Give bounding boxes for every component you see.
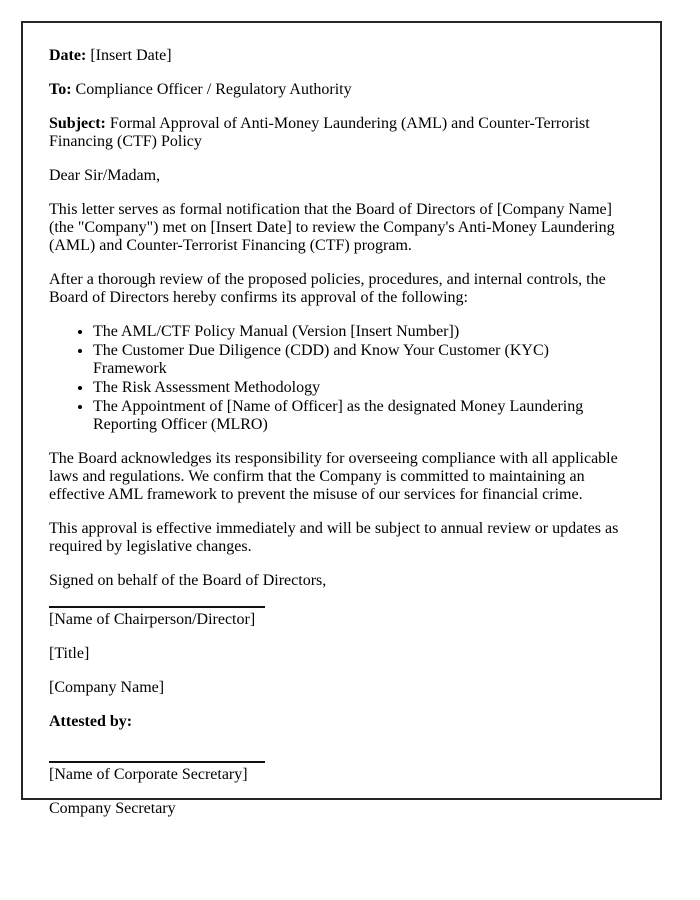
- approval-item: • The Risk Assessment Methodology: [93, 379, 624, 397]
- signature-line: [49, 606, 265, 608]
- to-label: To:: [49, 81, 72, 98]
- approval-item: • The Appointment of [Name of Officer] as the designated Money Laundering Reporting Officer (MLRO): [93, 398, 624, 434]
- attestor-title: Company Secretary: [49, 800, 176, 817]
- letter-page: [21, 21, 662, 817]
- subject-label: Subject:: [49, 115, 106, 132]
- subject-value: Formal Approval of Anti-Money Laundering (AML) and Counter-Terrorist Financing (CTF) Policy: [49, 115, 590, 150]
- salutation: Dear Sir/Madam,: [49, 167, 161, 184]
- attestation-block: [49, 761, 624, 818]
- attestation-signature-line: [49, 761, 265, 763]
- to-line: [49, 81, 624, 99]
- approval-item: • The AML/CTF Policy Manual (Version [Insert Number]): [93, 323, 624, 341]
- to-value: Compliance Officer / Regulatory Authority: [75, 81, 352, 98]
- date-label: Date:: [49, 47, 87, 64]
- subject-line: [49, 115, 624, 151]
- date-value: [Insert Date]: [90, 47, 172, 64]
- signatory-title: [Title]: [49, 645, 90, 662]
- paragraph-intro: This letter serves as formal notification that the Board of Directors of [Company Name] (the "Company") met on [Insert Date] to review the Company's Anti-Money Laundering (AML) and Counter-Terrorist Financing (CTF) program.: [49, 201, 615, 254]
- paragraph-effective: This approval is effective immediately and will be subject to annual review or updates as required by legislative changes.: [49, 520, 619, 555]
- signatory-company: [Company Name]: [49, 679, 165, 696]
- signatory-name: [Name of Chairperson/Director]: [49, 611, 256, 628]
- paragraph-responsibility: The Board acknowledges its responsibility for overseeing compliance with all applicable laws and regulations. We confirm that the Company is committed to maintaining an effective AML framework to prevent the misuse of our services for financial crime.: [49, 450, 618, 503]
- attested-label: Attested by:: [49, 713, 133, 730]
- paragraph-review: After a thorough review of the proposed policies, procedures, and internal controls, the Board of Directors hereby confirms its approval of the following:: [49, 271, 606, 306]
- approval-list: [49, 323, 624, 434]
- approval-item: • The Customer Due Diligence (CDD) and Know Your Customer (KYC) Framework: [93, 342, 624, 378]
- signature-block: [49, 606, 624, 697]
- closing-line: Signed on behalf of the Board of Directors,: [49, 572, 327, 589]
- attestor-name: [Name of Corporate Secretary]: [49, 766, 248, 783]
- date-line: [49, 47, 624, 65]
